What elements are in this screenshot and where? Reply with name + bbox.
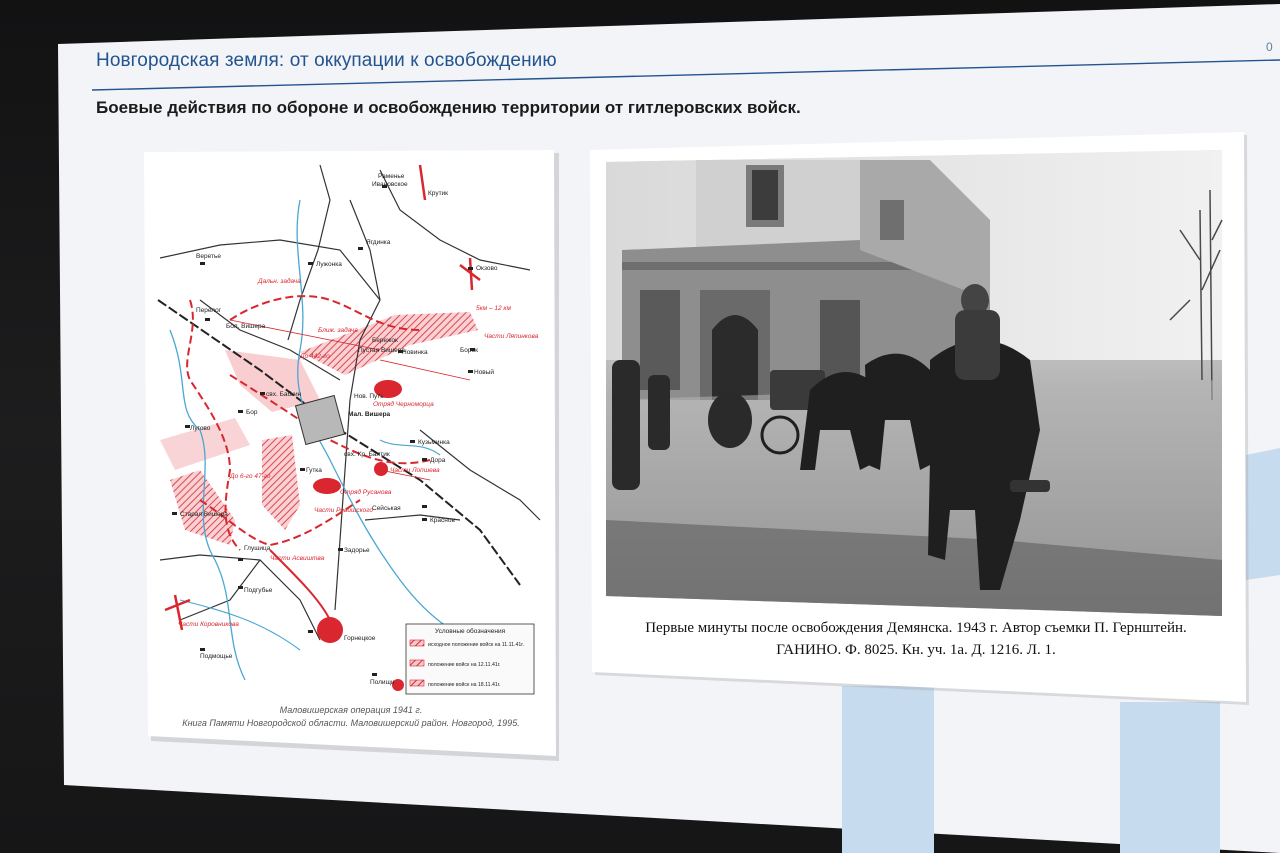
legend-title: Условные обозначения: [434, 628, 506, 635]
map-place-label: Старая Вишера: [180, 511, 228, 518]
photo-caption-line-2: ГАНИНО. Ф. 8025. Кн. уч. 1а. Д. 1216. Л. 1.: [776, 642, 1056, 658]
map-place-label: Задорье: [344, 547, 370, 554]
map-place-label: Сейськая: [372, 505, 401, 512]
map-annotation: Дальн. задача: [258, 278, 301, 285]
slide-title: Новгородская земля: от оккупации к освобождению: [96, 50, 557, 71]
map-place-label: Окзово: [476, 265, 498, 272]
slide-subtitle: Боевые действия по обороне и освобождению территории от гитлеровских войск.: [96, 98, 801, 117]
map-annotation: Ближ. задача: [318, 327, 358, 334]
map-place-label: Глушица: [244, 545, 271, 552]
map-place-label: Ягдинка: [366, 239, 391, 246]
map-place-label: Полищи: [370, 679, 395, 686]
map-annotation: Отряд Русанова: [340, 489, 392, 496]
map-place-label: Бор: [246, 409, 258, 416]
map-place-label: свх. Кр. Балтик: [344, 451, 390, 458]
map-annotation: До 6-го 47-го: [230, 473, 271, 480]
unit-marker: [313, 478, 341, 494]
map-place-label: Дора: [430, 457, 446, 464]
decor-stripe: [842, 686, 934, 853]
map-place-label: Бережок: [372, 337, 398, 344]
photo-caption-line-1: Первые минуты после освобождения Демянска. 1943 г. Автор съемки П. Гернштейн.: [645, 620, 1187, 636]
map-annotation: Части Асвиштва: [270, 555, 325, 562]
map-place-label: Краснов: [430, 517, 455, 524]
unit-marker: [317, 617, 343, 643]
unit-marker: [374, 462, 388, 476]
map-annotation: До 442-го: [300, 353, 330, 360]
map-caption-line-1: Маловишерская операция 1941 г.: [279, 705, 423, 715]
map-place-label: Борок: [460, 347, 478, 354]
map-annotation: Части Ровишского: [314, 507, 374, 514]
map-annotation: 5км – 12 км: [476, 305, 511, 312]
legend-item: положение войск на 12.11.41г.: [428, 662, 501, 668]
map-place-label: Раменье: [378, 173, 405, 180]
map-place-label: Гутка: [306, 467, 322, 474]
map-place-label: Подмощье: [200, 653, 233, 660]
legend-item: положение войск на 18.11.41г.: [428, 682, 501, 688]
map-place-label: Перелог: [196, 307, 222, 314]
map-place-label: Лугово: [190, 425, 211, 432]
legend-swatch: [410, 660, 424, 666]
map-legend: [406, 624, 534, 694]
map-place-label: Бол. Вишера: [226, 323, 266, 330]
map-place-label: свх. Бабкин: [266, 391, 302, 398]
map-annotation: Части Ляпинкова: [484, 333, 539, 340]
decor-stripe: [1246, 448, 1280, 580]
map-place-label: Кузьминка: [418, 439, 450, 446]
map-place-label: Подгубье: [244, 587, 273, 594]
legend-swatch: [410, 680, 424, 686]
map-place-label: Лужонка: [316, 261, 342, 268]
map-place-label: Новый: [474, 369, 495, 376]
map-annotation: Части Лопшева: [390, 467, 440, 474]
legend-swatch: [410, 640, 424, 646]
map-place-label: Ивановское: [372, 181, 408, 188]
map-annotation: Части Коровникова: [178, 621, 239, 628]
map-place-label: Крутик: [428, 190, 449, 197]
map-place-label: Пустая Вишера: [358, 347, 405, 354]
map-place-label: Новинка: [402, 349, 428, 356]
map-card: [144, 150, 559, 761]
map-place-label: Нов. Путь: [354, 393, 384, 400]
map-place-label: Веретье: [196, 253, 221, 260]
map-place-label: Горнецкое: [344, 635, 376, 642]
decor-stripe: [1120, 702, 1220, 853]
historical-photo: [606, 150, 1222, 616]
legend-item: исходное положение войск на 11.11.41г.: [428, 642, 524, 648]
map-annotation: Отряд Черноморца: [373, 401, 434, 408]
map-place-label: Мал. Вишера: [348, 411, 391, 418]
page-number: 0: [1266, 40, 1273, 54]
map-caption-line-2: Книга Памяти Новгородской области. Маловишерский район. Новгород, 1995.: [182, 718, 520, 728]
